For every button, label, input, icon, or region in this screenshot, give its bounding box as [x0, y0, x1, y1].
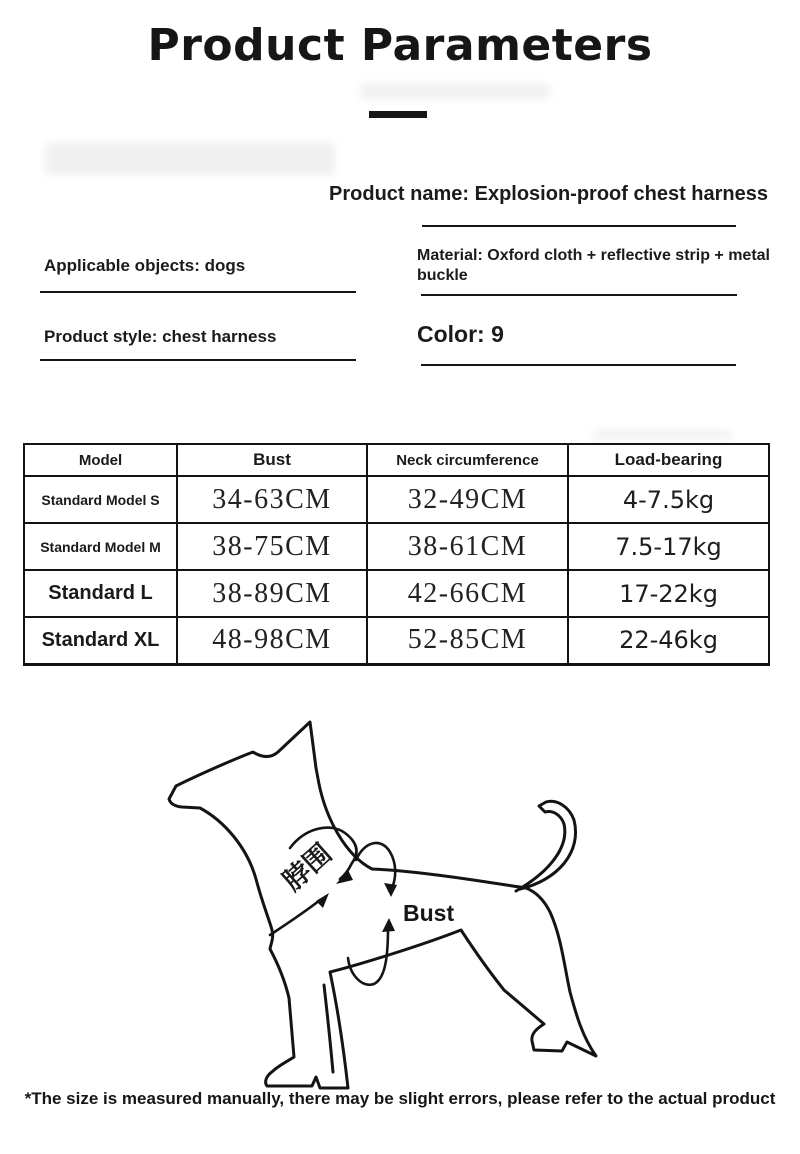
dog-measurement-diagram [120, 700, 680, 1100]
applicable-objects-rule [40, 291, 356, 293]
table-row [24, 570, 769, 617]
color-label: Color: 9 [417, 321, 504, 347]
product-name-rule [422, 225, 736, 227]
load-cell: 22-46kg [568, 617, 769, 664]
column-header-bust: Bust [177, 444, 367, 476]
color-rule [421, 364, 736, 366]
dog-diagram-svg [120, 700, 680, 1100]
column-header-model: Model [24, 444, 177, 476]
model-cell: Standard XL [24, 617, 177, 664]
title-underline-bar [369, 111, 427, 118]
bust-arrow-up-icon [382, 918, 395, 932]
product-style-rule [40, 359, 356, 361]
ghost-text-smudge [45, 143, 335, 175]
material-label: Material: Oxford cloth + reflective strip + metal buckle [417, 247, 770, 284]
neck-cell: 38-61CM [367, 523, 568, 570]
table-row [24, 617, 769, 664]
product-name-label: Product name: Explosion-proof chest harness [329, 183, 768, 205]
dog-front-leg-line [324, 985, 333, 1072]
bust-arrow-down-icon [384, 883, 397, 897]
bust-cell: 38-75CM [177, 523, 367, 570]
load-cell: 7.5-17kg [568, 523, 769, 570]
table-header-row [24, 444, 769, 476]
load-cell: 4-7.5kg [568, 476, 769, 523]
neck-arrow-down-icon [336, 870, 353, 884]
neck-cell: 32-49CM [367, 476, 568, 523]
applicable-objects-label: Applicable objects: dogs [44, 256, 246, 275]
model-cell: Standard Model S [24, 476, 177, 523]
table-row [24, 523, 769, 570]
page-title: Product Parameters [147, 20, 653, 71]
footnote: *The size is measured manually, there may be slight errors, please refer to the actual product [24, 1089, 776, 1108]
bust-label: Bust [403, 900, 455, 926]
neck-loop-arc-bottom [270, 900, 320, 935]
size-table [23, 443, 770, 666]
material-rule [421, 294, 737, 296]
neck-cell: 52-85CM [367, 617, 568, 664]
neck-label: 脖围 [277, 838, 339, 898]
column-header-neck-circumference: Neck circumference [367, 444, 568, 476]
ghost-text-smudge [360, 84, 550, 99]
neck-cell: 42-66CM [367, 570, 568, 617]
load-cell: 17-22kg [568, 570, 769, 617]
ghost-text-smudge [592, 431, 732, 439]
model-cell: Standard Model M [24, 523, 177, 570]
dog-outline [169, 722, 596, 1088]
bust-loop-arc-top [356, 843, 395, 888]
column-header-load-bearing: Load-bearing [568, 444, 769, 476]
table-row [24, 476, 769, 523]
bust-cell: 38-89CM [177, 570, 367, 617]
dog-tail [516, 801, 576, 891]
bust-cell: 34-63CM [177, 476, 367, 523]
neck-arrow-up-icon [316, 893, 329, 908]
model-cell: Standard L [24, 570, 177, 617]
product-style-label: Product style: chest harness [44, 327, 277, 346]
bust-cell: 48-98CM [177, 617, 367, 664]
